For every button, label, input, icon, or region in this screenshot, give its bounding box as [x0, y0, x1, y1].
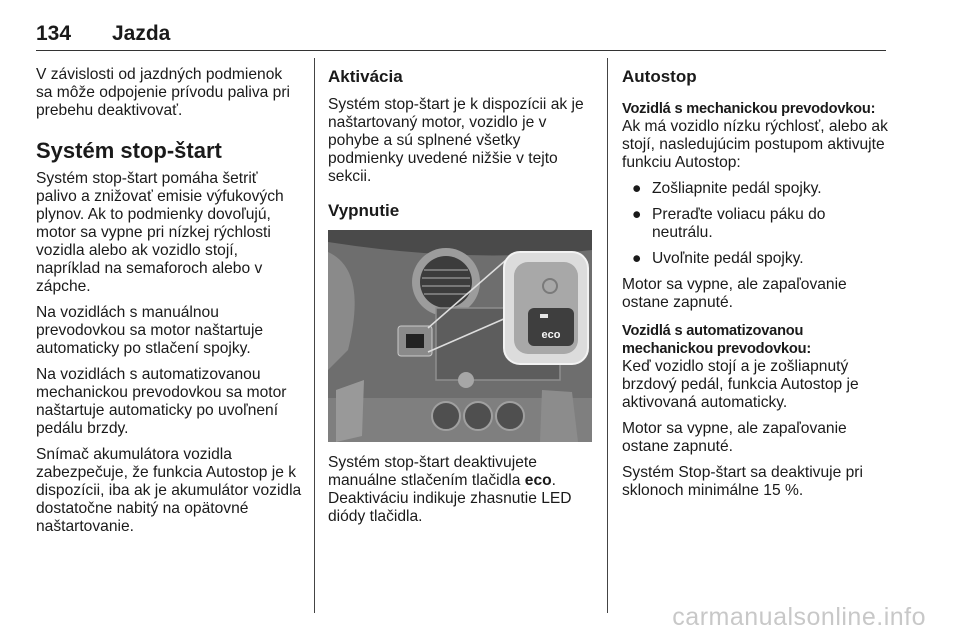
bullet-icon: ● — [632, 250, 642, 267]
dashboard-illustration — [328, 230, 592, 442]
column-1 — [36, 66, 302, 544]
eco-button-name: eco — [524, 472, 552, 489]
header-divider — [36, 50, 886, 51]
paragraph-engine-off-2: Motor sa vypne, ale zapaľovanie ostane zapnuté. — [622, 420, 847, 455]
column-divider-1 — [314, 58, 315, 613]
paragraph-automated: Na vozidlách s automatizovanou mechanickou prevodovkou sa motor naštartuje automaticky po uvoľnení pedálu brzdy. — [36, 366, 287, 437]
list-item: ● Zošliapnite pedál spojky. — [632, 180, 822, 197]
intro-paragraph: V závislosti od jazdných podmienok sa môže odpojenie prívodu paliva pri prebehu deaktivovať. — [36, 66, 290, 119]
list-item: ● Uvoľnite pedál spojky. — [632, 250, 804, 267]
heading-deactivation: Vypnutie — [328, 201, 400, 220]
bullet-icon: ● — [632, 206, 642, 223]
heading-autostop: Autostop — [622, 67, 697, 86]
subheading-automated: Vozidlá s automatizovanou mechanickou prevodovkou: — [622, 323, 812, 357]
paragraph-battery: Snímač akumulátora vozidla zabezpečuje, že funkcia Autostop je k dispozícii, iba ak je akumulátor vozidla dostatočne nabitý na opätovné naštartovanie. — [36, 446, 302, 535]
page-header — [36, 22, 886, 50]
bullet-icon: ● — [632, 180, 642, 197]
column-2 — [328, 66, 594, 534]
section-title: Jazda — [112, 22, 171, 45]
paragraph-manual: Na vozidlách s manuálnou prevodovkou sa motor naštartuje automaticky po stlačení spojky. — [36, 304, 264, 357]
subheading-manual: Vozidlá s mechanickou prevodovkou: — [622, 101, 876, 117]
paragraph-stop-start-1: Systém stop-štart pomáha šetriť palivo a znižovať emisie výfukových plynov. Ak to podmienky dovoľujú, motor sa vypne pri nízkej rýchlosti vozidla alebo ak vozidlo stojí, napríklad na semaforoch alebo v zápche. — [36, 170, 284, 295]
column-3 — [622, 66, 888, 508]
paragraph-deactivation: Systém stop-štart deaktivujete manuálne stlačením tlačidla eco. Deaktiváciu indikuje zhasnutie LED diódy tlačidla. — [328, 454, 572, 525]
paragraph-manual-procedure: Ak má vozidlo nízku rýchlosť, alebo ak stojí, nasledujúcim postupom aktivujte funkciu Autostop: — [622, 118, 888, 171]
heading-stop-start: Systém stop-štart — [36, 138, 222, 163]
paragraph-slope: Systém Stop-štart sa deaktivuje pri sklonoch minimálne 15 %. — [622, 464, 863, 499]
column-divider-2 — [607, 58, 608, 613]
dashboard-figure — [328, 230, 592, 442]
page-number: 134 — [36, 22, 72, 45]
eco-button-label: eco — [541, 329, 561, 341]
list-item: ● Preraďte voliacu páku do neutrálu. — [632, 206, 826, 241]
paragraph-activation: Systém stop-štart je k dispozícii ak je naštartovaný motor, vozidlo je v pohybe a sú splnené všetky podmienky uvedené nižšie v tejto sekcii. — [328, 96, 584, 185]
paragraph-engine-off-1: Motor sa vypne, ale zapaľovanie ostane zapnuté. — [622, 276, 847, 311]
paragraph-automated-procedure: Keď vozidlo stojí a je zošliapnutý brzdový pedál, funkcia Autostop je aktivovaná automaticky. — [622, 358, 859, 411]
watermark-site: carmanualsonline.info — [672, 603, 926, 631]
procedure-list — [622, 180, 888, 268]
heading-activation: Aktivácia — [328, 67, 403, 86]
